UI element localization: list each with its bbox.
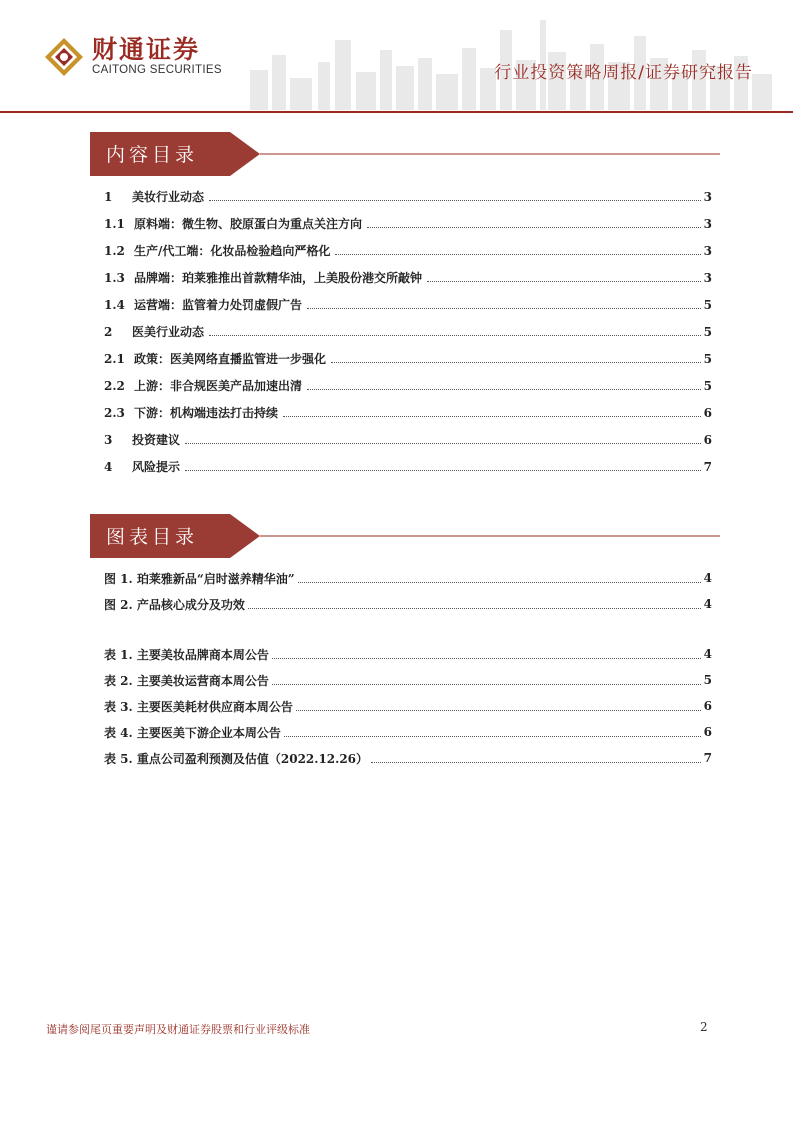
page-number: 2 [700,1020,708,1034]
toc-entry-number: 1.2 [104,243,125,258]
toc-entry-title: 政策：医美网络直播监管进一步强化 [134,352,327,366]
toc-entry-page: 5 [703,297,712,312]
toc-entry-number: 2.1 [104,351,125,366]
dot-leader [272,684,701,685]
dot-leader [367,227,701,228]
toc-entry-number: 2.2 [104,378,125,393]
toc-entry-number: 1.3 [104,270,125,285]
dot-leader [272,658,701,659]
dot-leader [331,362,701,363]
toc-entry-number: 1.1 [104,216,125,231]
toc-entry-page: 3 [703,243,712,258]
toc-list [104,183,712,480]
toc-entry[interactable] [104,291,712,318]
figure-entry-page: 4 [703,597,712,611]
figure-entry[interactable] [104,565,712,591]
company-logo [44,36,222,77]
table-entry[interactable] [104,745,712,771]
table-entry-page: 6 [703,699,712,713]
dot-leader [296,710,701,711]
table-entry-page: 7 [703,751,712,765]
dot-leader [298,582,701,583]
toc-entry[interactable] [104,372,712,399]
toc-entry-page: 3 [703,189,712,204]
toc-entry[interactable] [104,426,712,453]
toc-entry-title: 运营端：监管着力处罚虚假广告 [134,298,303,312]
dot-leader [185,470,701,471]
toc-banner [90,130,720,178]
table-entry[interactable] [104,719,712,745]
toc-entry-title: 原料端：微生物、胶原蛋白为重点关注方向 [134,217,363,231]
toc-heading: 内容目录 [106,144,199,166]
dot-leader [371,762,701,763]
table-entry-page: 6 [703,725,712,739]
toc-entry-title: 风险提示 [132,460,181,474]
dot-leader [307,308,701,309]
table-entry-page: 5 [703,673,712,687]
toc-entry-title: 上游：非合规医美产品加速出清 [134,379,303,393]
logo-english-name: CAITONG SECURITIES [92,64,222,76]
dot-leader [248,608,701,609]
toc-entry-page: 6 [703,405,712,420]
toc-entry-number: 1 [104,189,113,204]
logo-chinese-name: 财通证券 [92,35,201,64]
toc-entry-title: 医美行业动态 [132,325,205,339]
toc-entry[interactable] [104,345,712,372]
toc-entry-number: 2.3 [104,405,125,420]
table-entry[interactable] [104,641,712,667]
toc-entry[interactable] [104,183,712,210]
dot-leader [284,736,701,737]
toc-entry-number: 1.4 [104,297,125,312]
logo-emblem-icon [44,37,84,77]
header-divider [0,111,793,113]
toc-entry-title: 品牌端：珀莱雅推出首款精华油，上美股份港交所敲钟 [134,271,423,285]
dot-leader [427,281,701,282]
page-header [0,0,793,112]
table-entry-title: 表 4. 主要医美下游企业本周公告 [104,725,281,740]
figure-entry-page: 4 [703,571,712,585]
figure-list [104,565,712,617]
table-entry[interactable] [104,693,712,719]
disclaimer-note: 谨请参阅尾页重要声明及财通证券股票和行业评级标准 [46,1023,310,1036]
toc-entry-number: 2 [104,324,113,339]
table-entry-title: 表 5. 重点公司盈利预测及估值（2022.12.26） [104,751,369,766]
toc-entry[interactable] [104,237,712,264]
report-type-label: 行业投资策略周报/证券研究报告 [494,63,753,83]
toc-entry-title: 下游：机构端违法打击持续 [134,406,279,420]
figure-entry[interactable] [104,591,712,617]
table-entry-title: 表 2. 主要美妆运营商本周公告 [104,673,269,688]
toc-entry-title: 投资建议 [132,433,181,447]
toc-entry-page: 5 [703,351,712,366]
toc-entry-page: 3 [703,216,712,231]
toc-entry-page: 7 [703,459,712,474]
table-entry-title: 表 1. 主要美妆品牌商本周公告 [104,647,269,662]
toc-entry-page: 5 [703,378,712,393]
dot-leader [209,200,701,201]
figures-banner [90,512,720,560]
dot-leader [335,254,700,255]
table-entry-title: 表 3. 主要医美耗材供应商本周公告 [104,699,293,714]
toc-entry[interactable] [104,210,712,237]
toc-entry[interactable] [104,264,712,291]
toc-entry-title: 生产/代工端：化妆品检验趋向严格化 [134,244,331,258]
table-entry-page: 4 [703,647,712,661]
toc-entry-title: 美妆行业动态 [132,190,205,204]
dot-leader [209,335,701,336]
toc-entry-number: 4 [104,459,113,474]
dot-leader [307,389,701,390]
figure-entry-title: 图 1. 珀莱雅新品“启时滋养精华油” [104,571,295,586]
dot-leader [283,416,701,417]
dot-leader [185,443,701,444]
table-entry[interactable] [104,667,712,693]
toc-entry[interactable] [104,453,712,480]
figure-entry-title: 图 2. 产品核心成分及功效 [104,597,245,612]
toc-entry[interactable] [104,318,712,345]
table-list [104,641,712,771]
toc-entry-page: 3 [703,270,712,285]
figures-heading: 图表目录 [106,526,199,548]
toc-entry[interactable] [104,399,712,426]
toc-entry-number: 3 [104,432,113,447]
toc-entry-page: 6 [703,432,712,447]
toc-entry-page: 5 [703,324,712,339]
